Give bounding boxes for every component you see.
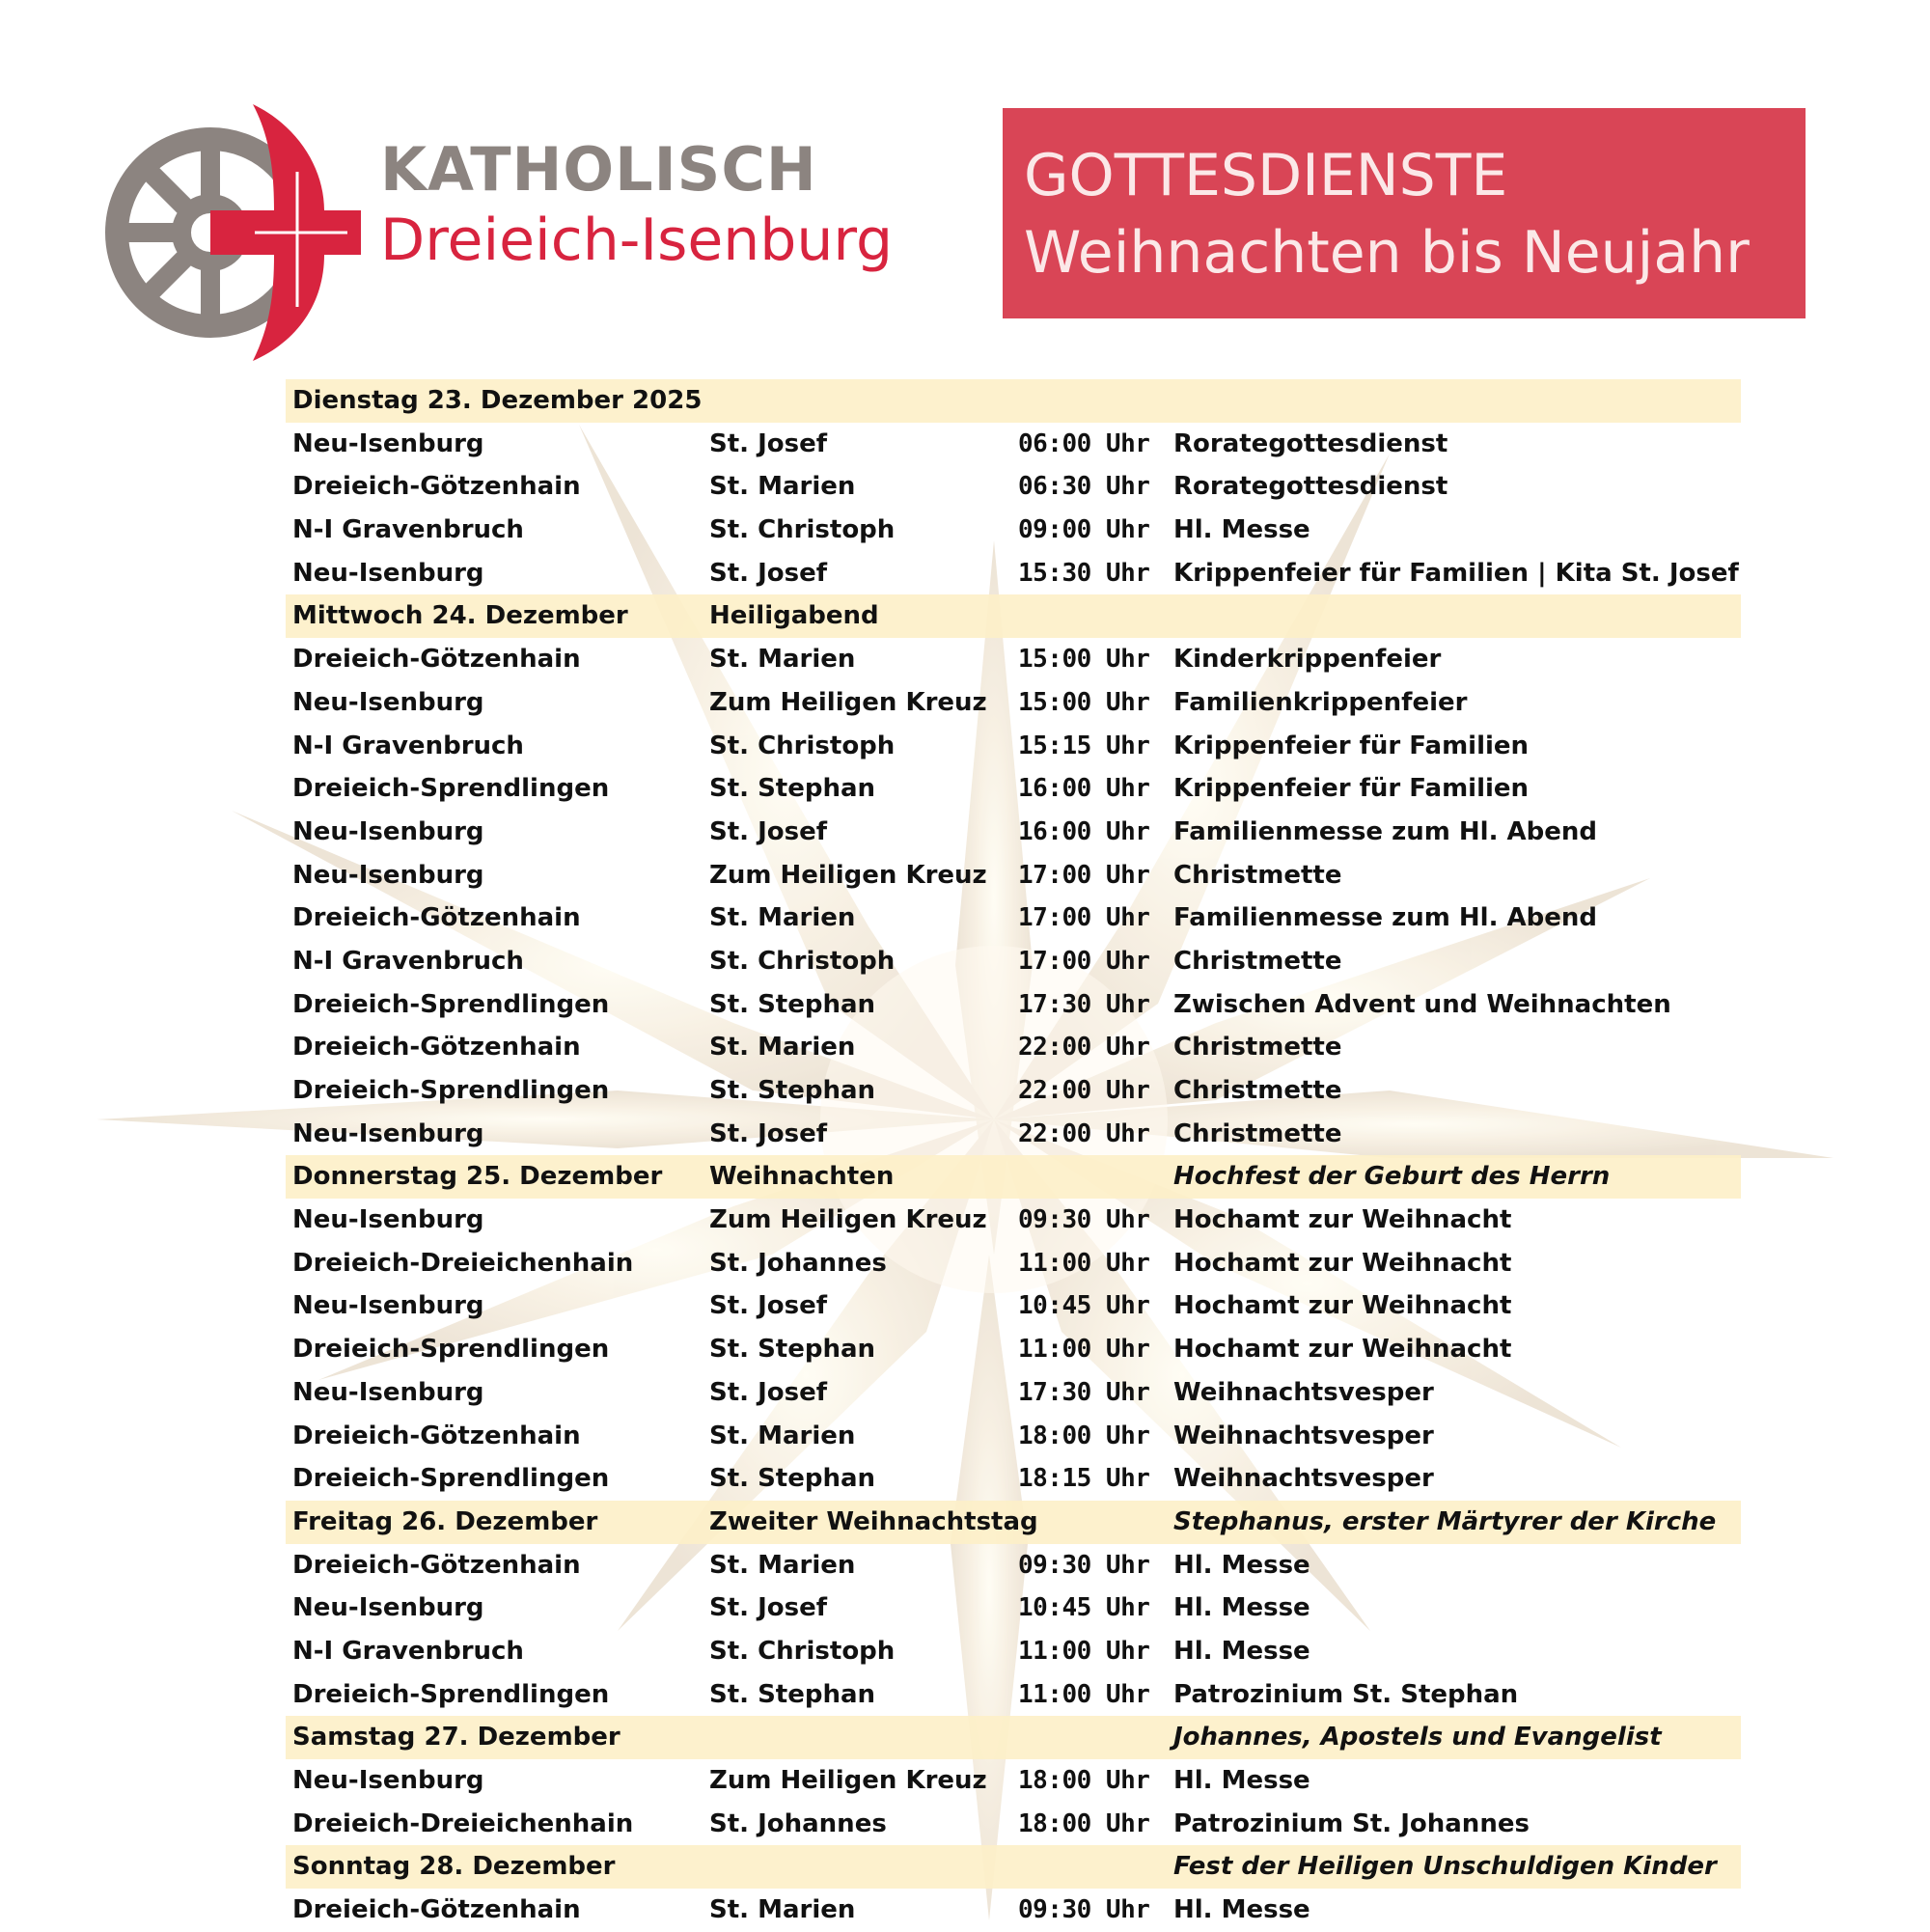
service-time: 06:00 Uhr [1018, 428, 1150, 458]
service-place: Dreieich-Sprendlingen [292, 1679, 610, 1709]
service-church: St. Christoph [709, 731, 896, 760]
service-title: Patrozinium St. Stephan [1173, 1679, 1519, 1709]
service-church: St. Josef [709, 1291, 828, 1321]
service-place: Dreieich-Sprendlingen [292, 1335, 610, 1365]
service-title: Familienkrippenfeier [1173, 687, 1468, 717]
feast-note: Fest der Heiligen Unschuldigen Kinder [1173, 1852, 1717, 1882]
service-row [286, 897, 1741, 940]
day-header [286, 1716, 1741, 1759]
service-time: 09:30 Uhr [1018, 1550, 1150, 1580]
service-row [286, 1199, 1741, 1242]
service-row [286, 983, 1741, 1027]
service-place: Neu-Isenburg [292, 1205, 484, 1235]
feast-note: Johannes, Apostels und Evangelist [1173, 1723, 1662, 1753]
service-row [286, 423, 1741, 466]
feast-note: Hochfest der Geburt des Herrn [1173, 1162, 1611, 1192]
service-place: N-I Gravenbruch [292, 731, 524, 760]
service-church: St. Christoph [709, 946, 896, 976]
service-church: St. Stephan [709, 1679, 876, 1709]
day-label: Dienstag 23. Dezember 2025 [292, 386, 703, 415]
day-header [286, 594, 1741, 638]
header-banner [1003, 108, 1806, 318]
service-time: 16:00 Uhr [1018, 774, 1150, 804]
service-time: 11:00 Uhr [1018, 1335, 1150, 1365]
day-header [286, 1501, 1741, 1544]
service-place: Dreieich-Sprendlingen [292, 774, 610, 804]
service-schedule [286, 379, 1741, 1932]
service-title: Familienmesse zum Hl. Abend [1173, 903, 1597, 933]
service-place: Neu-Isenburg [292, 1118, 484, 1148]
service-row [286, 638, 1741, 681]
service-place: Neu-Isenburg [292, 558, 484, 588]
service-row [286, 1759, 1741, 1803]
service-title: Hl. Messe [1173, 1593, 1310, 1623]
banner-subtitle: Weihnachten bis Neujahr [1024, 219, 1750, 287]
service-time: 17:30 Uhr [1018, 989, 1150, 1019]
service-time: 17:00 Uhr [1018, 903, 1150, 933]
service-church: St. Josef [709, 558, 828, 588]
service-place: Dreieich-Götzenhain [292, 903, 581, 933]
logo-cross-wheel-icon [100, 104, 380, 361]
feast-note: Stephanus, erster Märtyrer der Kirche [1173, 1506, 1717, 1536]
service-church: St. Marien [709, 1550, 856, 1580]
service-church: Zum Heiligen Kreuz [709, 860, 987, 890]
service-row [286, 1371, 1741, 1415]
service-row [286, 1803, 1741, 1846]
service-church: St. Josef [709, 1118, 828, 1148]
service-time: 10:45 Uhr [1018, 1291, 1150, 1321]
service-time: 15:30 Uhr [1018, 558, 1150, 588]
service-place: Dreieich-Sprendlingen [292, 1464, 610, 1494]
service-row [286, 1284, 1741, 1328]
service-church: St. Marien [709, 1421, 856, 1450]
service-place: Neu-Isenburg [292, 1766, 484, 1795]
service-church: St. Marien [709, 903, 856, 933]
day-label: Donnerstag 25. Dezember [292, 1162, 663, 1192]
service-title: Hochamt zur Weihnacht [1173, 1248, 1512, 1278]
feast-name: Weihnachten [709, 1162, 895, 1192]
service-place: Neu-Isenburg [292, 860, 484, 890]
service-place: Dreieich-Götzenhain [292, 1550, 581, 1580]
service-church: St. Stephan [709, 1464, 876, 1494]
day-header [286, 379, 1741, 423]
service-time: 09:00 Uhr [1018, 515, 1150, 545]
service-place: Neu-Isenburg [292, 428, 484, 458]
service-time: 22:00 Uhr [1018, 1033, 1150, 1063]
service-row [286, 1889, 1741, 1932]
service-place: Dreieich-Dreieichenhain [292, 1248, 634, 1278]
service-place: Neu-Isenburg [292, 1291, 484, 1321]
logo-subtitle: Dreieich-Isenburg [380, 207, 894, 274]
service-time: 17:00 Uhr [1018, 860, 1150, 890]
service-place: Dreieich-Götzenhain [292, 1033, 581, 1063]
service-title: Patrozinium St. Johannes [1173, 1808, 1530, 1838]
service-church: St. Stephan [709, 989, 876, 1019]
service-time: 11:00 Uhr [1018, 1248, 1150, 1278]
service-title: Rorategottesdienst [1173, 428, 1448, 458]
service-title: Hl. Messe [1173, 1895, 1310, 1925]
service-church: St. Marien [709, 472, 856, 502]
service-title: Krippenfeier für Familien [1173, 774, 1530, 804]
service-time: 06:30 Uhr [1018, 472, 1150, 502]
service-title: Hochamt zur Weihnacht [1173, 1205, 1512, 1235]
service-title: Hl. Messe [1173, 1550, 1310, 1580]
service-title: Christmette [1173, 1118, 1342, 1148]
service-church: Zum Heiligen Kreuz [709, 1766, 987, 1795]
service-row [286, 854, 1741, 897]
service-place: Dreieich-Sprendlingen [292, 989, 610, 1019]
service-place: Neu-Isenburg [292, 1593, 484, 1623]
service-church: St. Stephan [709, 774, 876, 804]
service-time: 18:00 Uhr [1018, 1421, 1150, 1450]
service-church: St. Josef [709, 1593, 828, 1623]
service-row [286, 725, 1741, 768]
service-row [286, 1026, 1741, 1069]
service-place: N-I Gravenbruch [292, 946, 524, 976]
service-title: Hl. Messe [1173, 1636, 1310, 1666]
service-church: Zum Heiligen Kreuz [709, 1205, 987, 1235]
service-title: Krippenfeier für Familien [1173, 731, 1530, 760]
service-row [286, 1113, 1741, 1156]
service-title: Weihnachtsvesper [1173, 1464, 1434, 1494]
service-church: St. Johannes [709, 1248, 887, 1278]
service-time: 18:00 Uhr [1018, 1766, 1150, 1795]
service-title: Krippenfeier für Familien | Kita St. Josef [1173, 558, 1739, 588]
service-time: 22:00 Uhr [1018, 1118, 1150, 1148]
service-title: Christmette [1173, 1076, 1342, 1105]
day-label: Mittwoch 24. Dezember [292, 601, 628, 631]
service-row [286, 465, 1741, 509]
service-church: St. Josef [709, 1377, 828, 1407]
service-row [286, 1069, 1741, 1113]
service-row [286, 1328, 1741, 1371]
feast-name: Zweiter Weihnachtstag [709, 1506, 1038, 1536]
service-time: 17:30 Uhr [1018, 1377, 1150, 1407]
service-place: Dreieich-Götzenhain [292, 1421, 581, 1450]
day-header [286, 1845, 1741, 1889]
service-place: N-I Gravenbruch [292, 515, 524, 545]
service-time: 15:15 Uhr [1018, 731, 1150, 760]
service-place: Neu-Isenburg [292, 687, 484, 717]
service-church: Zum Heiligen Kreuz [709, 687, 987, 717]
service-church: St. Christoph [709, 515, 896, 545]
service-time: 17:00 Uhr [1018, 946, 1150, 976]
service-place: N-I Gravenbruch [292, 1636, 524, 1666]
logo-title: KATHOLISCH [380, 134, 817, 205]
service-place: Dreieich-Sprendlingen [292, 1076, 610, 1105]
service-place: Neu-Isenburg [292, 1377, 484, 1407]
service-time: 18:00 Uhr [1018, 1808, 1150, 1838]
service-church: St. Marien [709, 1895, 856, 1925]
service-time: 15:00 Uhr [1018, 645, 1150, 675]
service-title: Christmette [1173, 1033, 1342, 1063]
service-title: Hl. Messe [1173, 515, 1310, 545]
service-title: Weihnachtsvesper [1173, 1377, 1434, 1407]
day-label: Freitag 26. Dezember [292, 1506, 598, 1536]
service-time: 09:30 Uhr [1018, 1895, 1150, 1925]
service-title: Familienmesse zum Hl. Abend [1173, 816, 1597, 846]
service-title: Christmette [1173, 860, 1342, 890]
service-title: Zwischen Advent und Weihnachten [1173, 989, 1671, 1019]
service-title: Rorategottesdienst [1173, 472, 1448, 502]
service-church: St. Johannes [709, 1808, 887, 1838]
logo [100, 104, 892, 361]
service-time: 18:15 Uhr [1018, 1464, 1150, 1494]
service-time: 16:00 Uhr [1018, 816, 1150, 846]
service-title: Hochamt zur Weihnacht [1173, 1291, 1512, 1321]
service-title: Kinderkrippenfeier [1173, 645, 1442, 675]
service-place: Dreieich-Götzenhain [292, 472, 581, 502]
day-label: Samstag 27. Dezember [292, 1723, 620, 1753]
service-title: Hochamt zur Weihnacht [1173, 1335, 1512, 1365]
feast-name: Heiligabend [709, 601, 879, 631]
service-row [286, 681, 1741, 725]
service-row [286, 509, 1741, 552]
service-row [286, 1673, 1741, 1717]
service-place: Dreieich-Götzenhain [292, 1895, 581, 1925]
service-church: St. Marien [709, 645, 856, 675]
service-row [286, 1242, 1741, 1285]
service-time: 15:00 Uhr [1018, 687, 1150, 717]
service-time: 11:00 Uhr [1018, 1636, 1150, 1666]
service-row [286, 552, 1741, 595]
service-row [286, 1544, 1741, 1587]
service-church: St. Josef [709, 428, 828, 458]
service-church: St. Marien [709, 1033, 856, 1063]
service-place: Dreieich-Götzenhain [292, 645, 581, 675]
banner-title: GOTTESDIENSTE [1024, 142, 1508, 209]
service-title: Hl. Messe [1173, 1766, 1310, 1795]
service-time: 11:00 Uhr [1018, 1679, 1150, 1709]
service-time: 09:30 Uhr [1018, 1205, 1150, 1235]
service-time: 10:45 Uhr [1018, 1593, 1150, 1623]
service-row [286, 811, 1741, 854]
service-place: Neu-Isenburg [292, 816, 484, 846]
service-row [286, 1415, 1741, 1458]
service-row [286, 1587, 1741, 1630]
service-time: 22:00 Uhr [1018, 1076, 1150, 1105]
day-header [286, 1155, 1741, 1199]
service-row [286, 1630, 1741, 1673]
service-church: St. Stephan [709, 1076, 876, 1105]
service-title: Weihnachtsvesper [1173, 1421, 1434, 1450]
service-church: St. Stephan [709, 1335, 876, 1365]
service-title: Christmette [1173, 946, 1342, 976]
service-row [286, 1457, 1741, 1501]
service-place: Dreieich-Dreieichenhain [292, 1808, 634, 1838]
service-row [286, 940, 1741, 983]
service-church: St. Josef [709, 816, 828, 846]
service-row [286, 767, 1741, 811]
service-church: St. Christoph [709, 1636, 896, 1666]
day-label: Sonntag 28. Dezember [292, 1852, 616, 1882]
